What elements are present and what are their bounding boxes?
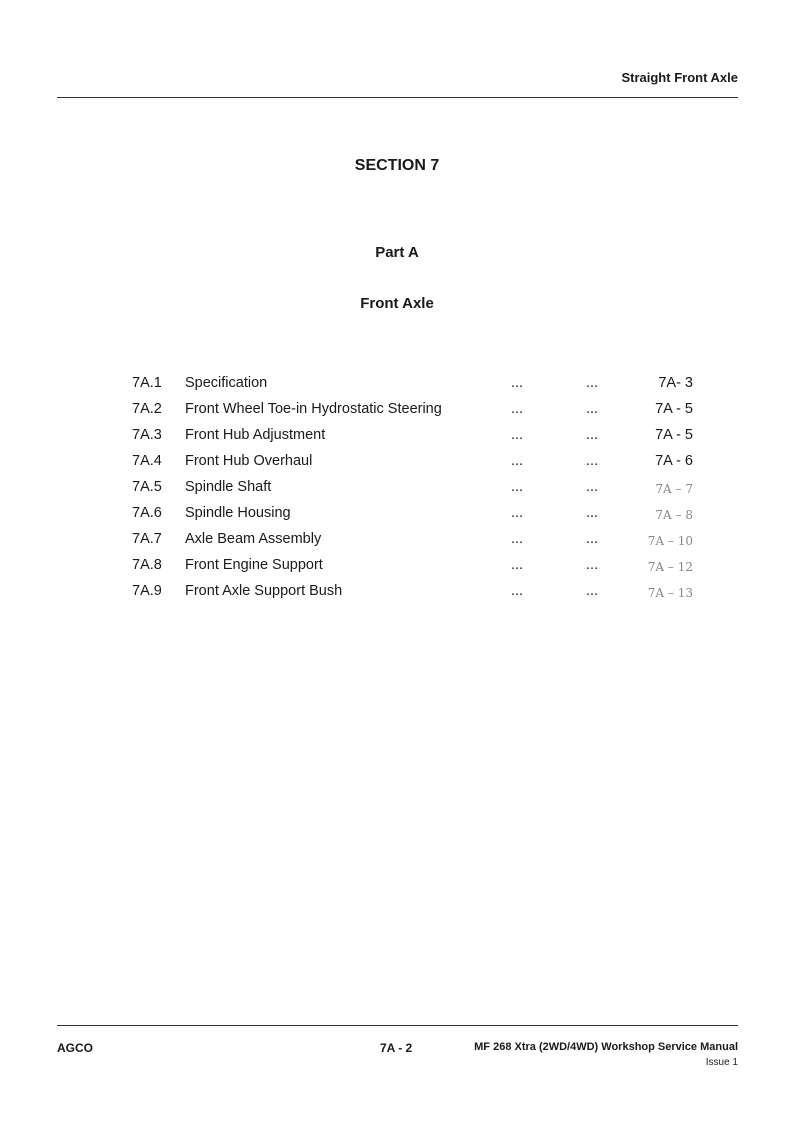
toc-entry-label: Spindle Shaft [185, 479, 272, 495]
toc-entry-page: 7A- 3 [658, 375, 693, 391]
toc-entry-label: Front Hub Overhaul [185, 453, 313, 469]
toc-entry-number: 7A.8 [132, 557, 162, 573]
toc-dots: ... [511, 557, 524, 573]
toc-dots: ... [511, 375, 524, 391]
toc-dots: ... [586, 453, 599, 469]
toc-dots: ... [586, 557, 599, 573]
toc-entry[interactable] [0, 505, 794, 531]
section-heading: SECTION 7 [354, 157, 440, 174]
toc-entry[interactable] [0, 375, 794, 401]
toc-entry-page: 7A – 13 [647, 586, 693, 600]
footer-manual-title: MF 268 Xtra (2WD/4WD) Workshop Service Manual [474, 1041, 738, 1053]
toc-entry-page: 7A – 12 [647, 560, 693, 574]
toc-dots: ... [511, 401, 524, 417]
toc-entry-label: Axle Beam Assembly [185, 531, 322, 547]
toc-entry-number: 7A.3 [132, 427, 162, 443]
toc-entry-number: 7A.2 [132, 401, 162, 417]
footer-page-number: 7A - 2 [380, 1041, 413, 1055]
toc-entry-number: 7A.1 [132, 375, 162, 391]
toc-entry-label: Specification [185, 375, 268, 391]
toc-entry-page: 7A - 6 [655, 453, 693, 469]
toc-entry-page: 7A – 10 [647, 534, 693, 548]
toc-entry[interactable] [0, 583, 794, 609]
part-heading: Part A [375, 244, 419, 261]
toc-dots: ... [586, 583, 599, 599]
toc-entry[interactable] [0, 401, 794, 427]
toc-dots: ... [586, 375, 599, 391]
toc-entry-label: Front Hub Adjustment [185, 427, 326, 443]
toc-dots: ... [511, 583, 524, 599]
toc-entry[interactable] [0, 453, 794, 479]
toc-dots: ... [511, 453, 524, 469]
toc-entry[interactable] [0, 557, 794, 583]
toc-dots: ... [586, 427, 599, 443]
toc-dots: ... [511, 427, 524, 443]
toc-entry-page: 7A - 5 [655, 427, 693, 443]
toc-dots: ... [511, 531, 524, 547]
footer-company: AGCO [57, 1041, 93, 1055]
toc-dots: ... [586, 401, 599, 417]
toc-dots: ... [511, 505, 524, 521]
footer-issue: Issue 1 [705, 1057, 738, 1068]
toc-dots: ... [586, 531, 599, 547]
toc-entry-number: 7A.4 [132, 453, 162, 469]
chapter-title: Front Axle [360, 295, 434, 312]
toc-entry-page: 7A - 5 [655, 401, 693, 417]
toc-entry[interactable] [0, 479, 794, 505]
toc-entry-number: 7A.5 [132, 479, 162, 495]
toc-entry[interactable] [0, 531, 794, 557]
toc-entry-page: 7A – 7 [655, 482, 693, 496]
toc-dots: ... [586, 479, 599, 495]
toc-entry-label: Front Axle Support Bush [185, 583, 343, 599]
toc-entry-label: Spindle Housing [185, 505, 291, 521]
toc-entry[interactable] [0, 427, 794, 453]
header-rule [57, 97, 738, 98]
toc-entry-number: 7A.9 [132, 583, 162, 599]
toc-entry-label: Front Engine Support [185, 557, 323, 573]
toc-dots: ... [511, 479, 524, 495]
toc-dots: ... [586, 505, 599, 521]
toc-entry-number: 7A.6 [132, 505, 162, 521]
toc-entry-label: Front Wheel Toe-in Hydrostatic Steering [185, 401, 442, 417]
toc-entry-number: 7A.7 [132, 531, 162, 547]
header-title: Straight Front Axle [621, 70, 738, 85]
footer-rule [57, 1025, 738, 1026]
toc-entry-page: 7A – 8 [655, 508, 693, 522]
